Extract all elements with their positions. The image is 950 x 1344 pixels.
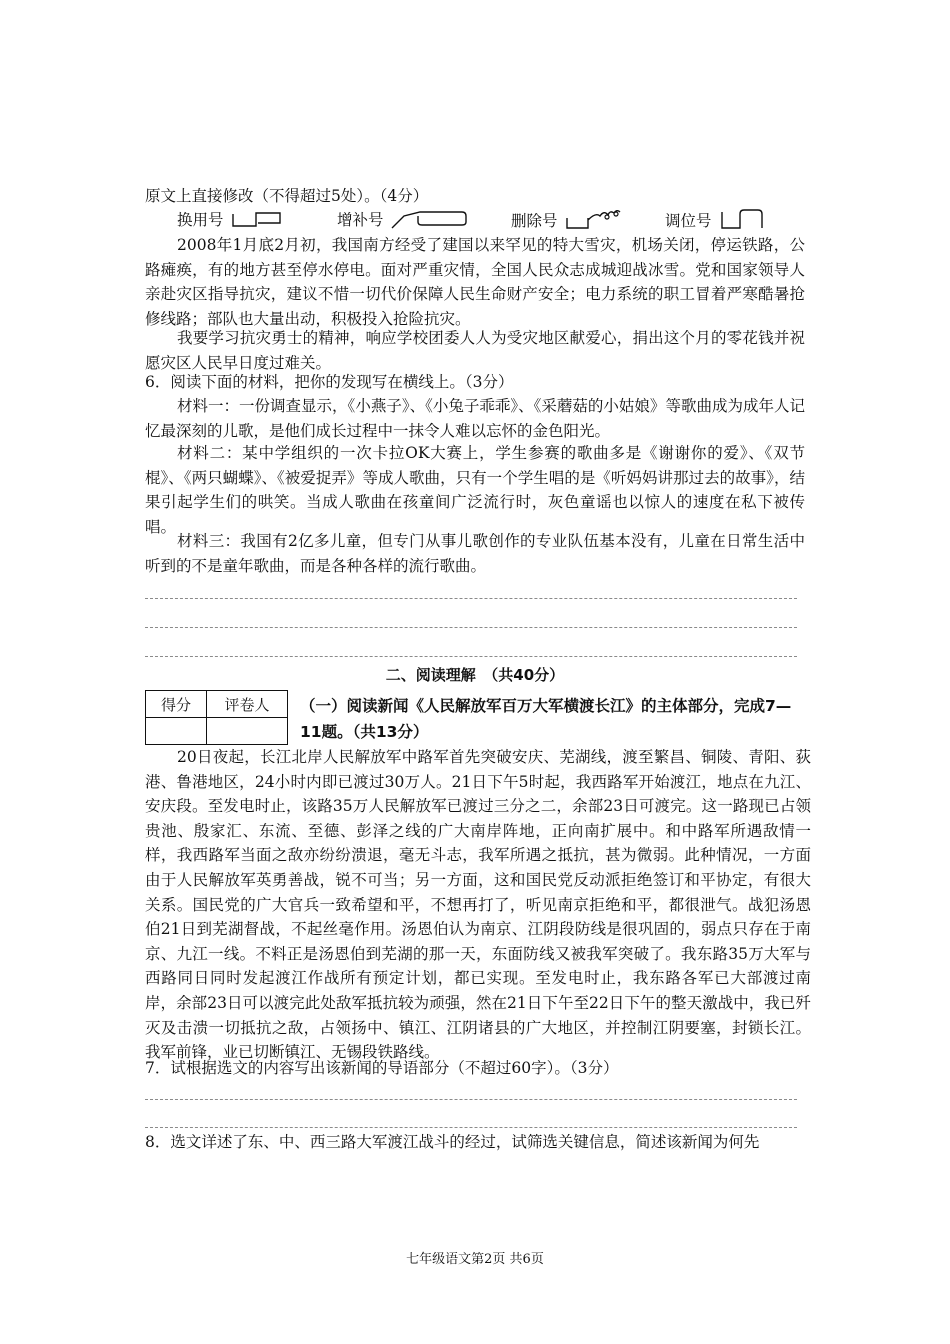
q5-paragraph-1: 2008年1月底2月初，我国南方经受了建国以来罕见的特大雪灾，机场关闭，停运铁路，公路瘫痪，有的地方甚至停水停电。面对严重灾情，全国人民众志成城迎战冰雪。党和国家领导人亲赴灾区指导抗灾，建议不惜一切代价保障人民生命财产安全；电力系统的职工冒着严寒酷暑抢修线路；部队也大量出动，积极投入抢险抗灾。 bbox=[145, 236, 805, 329]
q6-material-1: 材料一：一份调查显示，《小燕子》、《小兔子乖乖》、《采蘑菇的小姑娘》等歌曲成为成年人记忆最深刻的儿歌，是他们成长过程中一抹令人难以忘怀的金色阳光。 bbox=[145, 397, 805, 440]
score-table bbox=[145, 690, 288, 745]
replace-mark-icon bbox=[230, 208, 284, 230]
q6-material-3: 材料三：我国有2亿多儿童，但专门从事儿歌创作的专业队伍基本没有，儿童在日常生活中听到的不是童年歌曲，而是各种各样的流行歌曲。 bbox=[145, 532, 805, 575]
proofreading-marks-legend bbox=[145, 208, 805, 234]
grader-cell[interactable] bbox=[207, 718, 288, 745]
replace-mark bbox=[177, 208, 284, 230]
score-header: 得分 bbox=[146, 691, 207, 718]
insert-mark bbox=[337, 208, 470, 230]
delete-mark bbox=[511, 208, 626, 232]
q8-prompt: 8．选文详述了东、中、西三路大军渡江战斗的经过，试筛选关键信息，简述该新闻为何先 bbox=[145, 1133, 760, 1151]
insert-mark-label: 增补号 bbox=[337, 211, 384, 229]
delete-mark-label: 删除号 bbox=[511, 212, 558, 230]
section-2-title: 二、阅读理解 （共40分） bbox=[385, 666, 565, 684]
q7-answer-line-2[interactable] bbox=[145, 1127, 797, 1128]
transpose-mark-label: 调位号 bbox=[665, 212, 712, 230]
insert-mark-icon bbox=[390, 208, 470, 230]
q7-answer-line-1[interactable] bbox=[145, 1099, 797, 1100]
q6-answer-line-3[interactable] bbox=[145, 656, 797, 657]
page-footer: 七年级语文第2页 共6页 bbox=[406, 1252, 544, 1267]
replace-mark-label: 换用号 bbox=[177, 211, 224, 229]
q6-material-2: 材料二：某中学组织的一次卡拉OK大赛上，学生参赛的歌曲多是《谢谢你的爱》、《双节棍》、《两只蝴蝶》、《被爱捉弄》等成人歌曲，只有一个学生唱的是《听妈妈讲那过去的故事》，结果引起学生们的哄笑。当成人歌曲在孩童间广泛流行时，灰色童谣也以惊人的速度在私下被传唱。 bbox=[145, 444, 805, 537]
q7-prompt: 7．试根据选文的内容写出该新闻的导语部分（不超过60字）。（3分） bbox=[145, 1059, 619, 1077]
transpose-mark bbox=[665, 208, 768, 232]
grader-header: 评卷人 bbox=[207, 691, 288, 718]
q6-prompt: 6．阅读下面的材料，把你的发现写在横线上。（3分） bbox=[145, 373, 514, 391]
q5-instruction-tail: 原文上直接修改（不得超过5处）。（4分） bbox=[145, 187, 429, 205]
q6-answer-line-1[interactable] bbox=[145, 598, 797, 599]
q6-answer-line-2[interactable] bbox=[145, 627, 797, 628]
delete-mark-icon bbox=[564, 208, 626, 232]
q5-paragraph-2: 我要学习抗灾勇士的精神，响应学校团委人人为受灾地区献爱心，捐出这个月的零花钱并祝愿灾区人民早日度过难关。 bbox=[145, 329, 805, 372]
news-passage: 20日夜起，长江北岸人民解放军中路军首先突破安庆、芜湖线，渡至繁昌、铜陵、青阳、荻港、鲁港地区，24小时内即已渡过30万人。21日下午5时起，我西路军开始渡江，地点在九江、安庆段。至发电时止，该路35万人民解放军已渡过三分之二，余部23日可渡完。这一路现已占领贵池、殷家汇、东流、至德、彭泽之线的广大南岸阵地，正向南扩展中。和中路军所遇敌情一样，我西路军当面之敌亦纷纷溃退，毫无斗志，我军所遇之抵抗，甚为微弱。此种情况，一方面由于人民解放军英勇善战，锐不可当；另一方面，这和国民党反动派拒绝签订和平协定，有很大关系。国民党的广大官兵一致希望和平，不想再打了，听见南京拒绝和平，都很泄气。战犯汤恩伯21日到芜湖督战，不起丝毫作用。汤恩伯认为南京、江阴段防线是很巩固的，弱点只存在于南京、九江一线。不料正是汤恩伯到芜湖的那一天，东面防线又被我军突破了。我东路35万大军与西路同日同时发起渡江作战所有预定计划，都已实现。至发电时止，我东路各军已大部渡过南岸，余部23日可以渡完此处敌军抵抗较为顽强，然在21日下午至22日下午的整天激战中，我已歼灭及击溃一切抵抗之敌，占领扬中、镇江、江阴诸县的广大地区，并控制江阴要塞，封锁长江。我军前锋，业已切断镇江、无锡段铁路线。 bbox=[145, 748, 811, 1062]
score-cell[interactable] bbox=[146, 718, 207, 745]
transpose-mark-icon bbox=[718, 208, 768, 232]
part-1-heading: （一）阅读新闻《人民解放军百万大军横渡长江》的主体部分，完成7—11题。（共13分） bbox=[300, 697, 792, 741]
